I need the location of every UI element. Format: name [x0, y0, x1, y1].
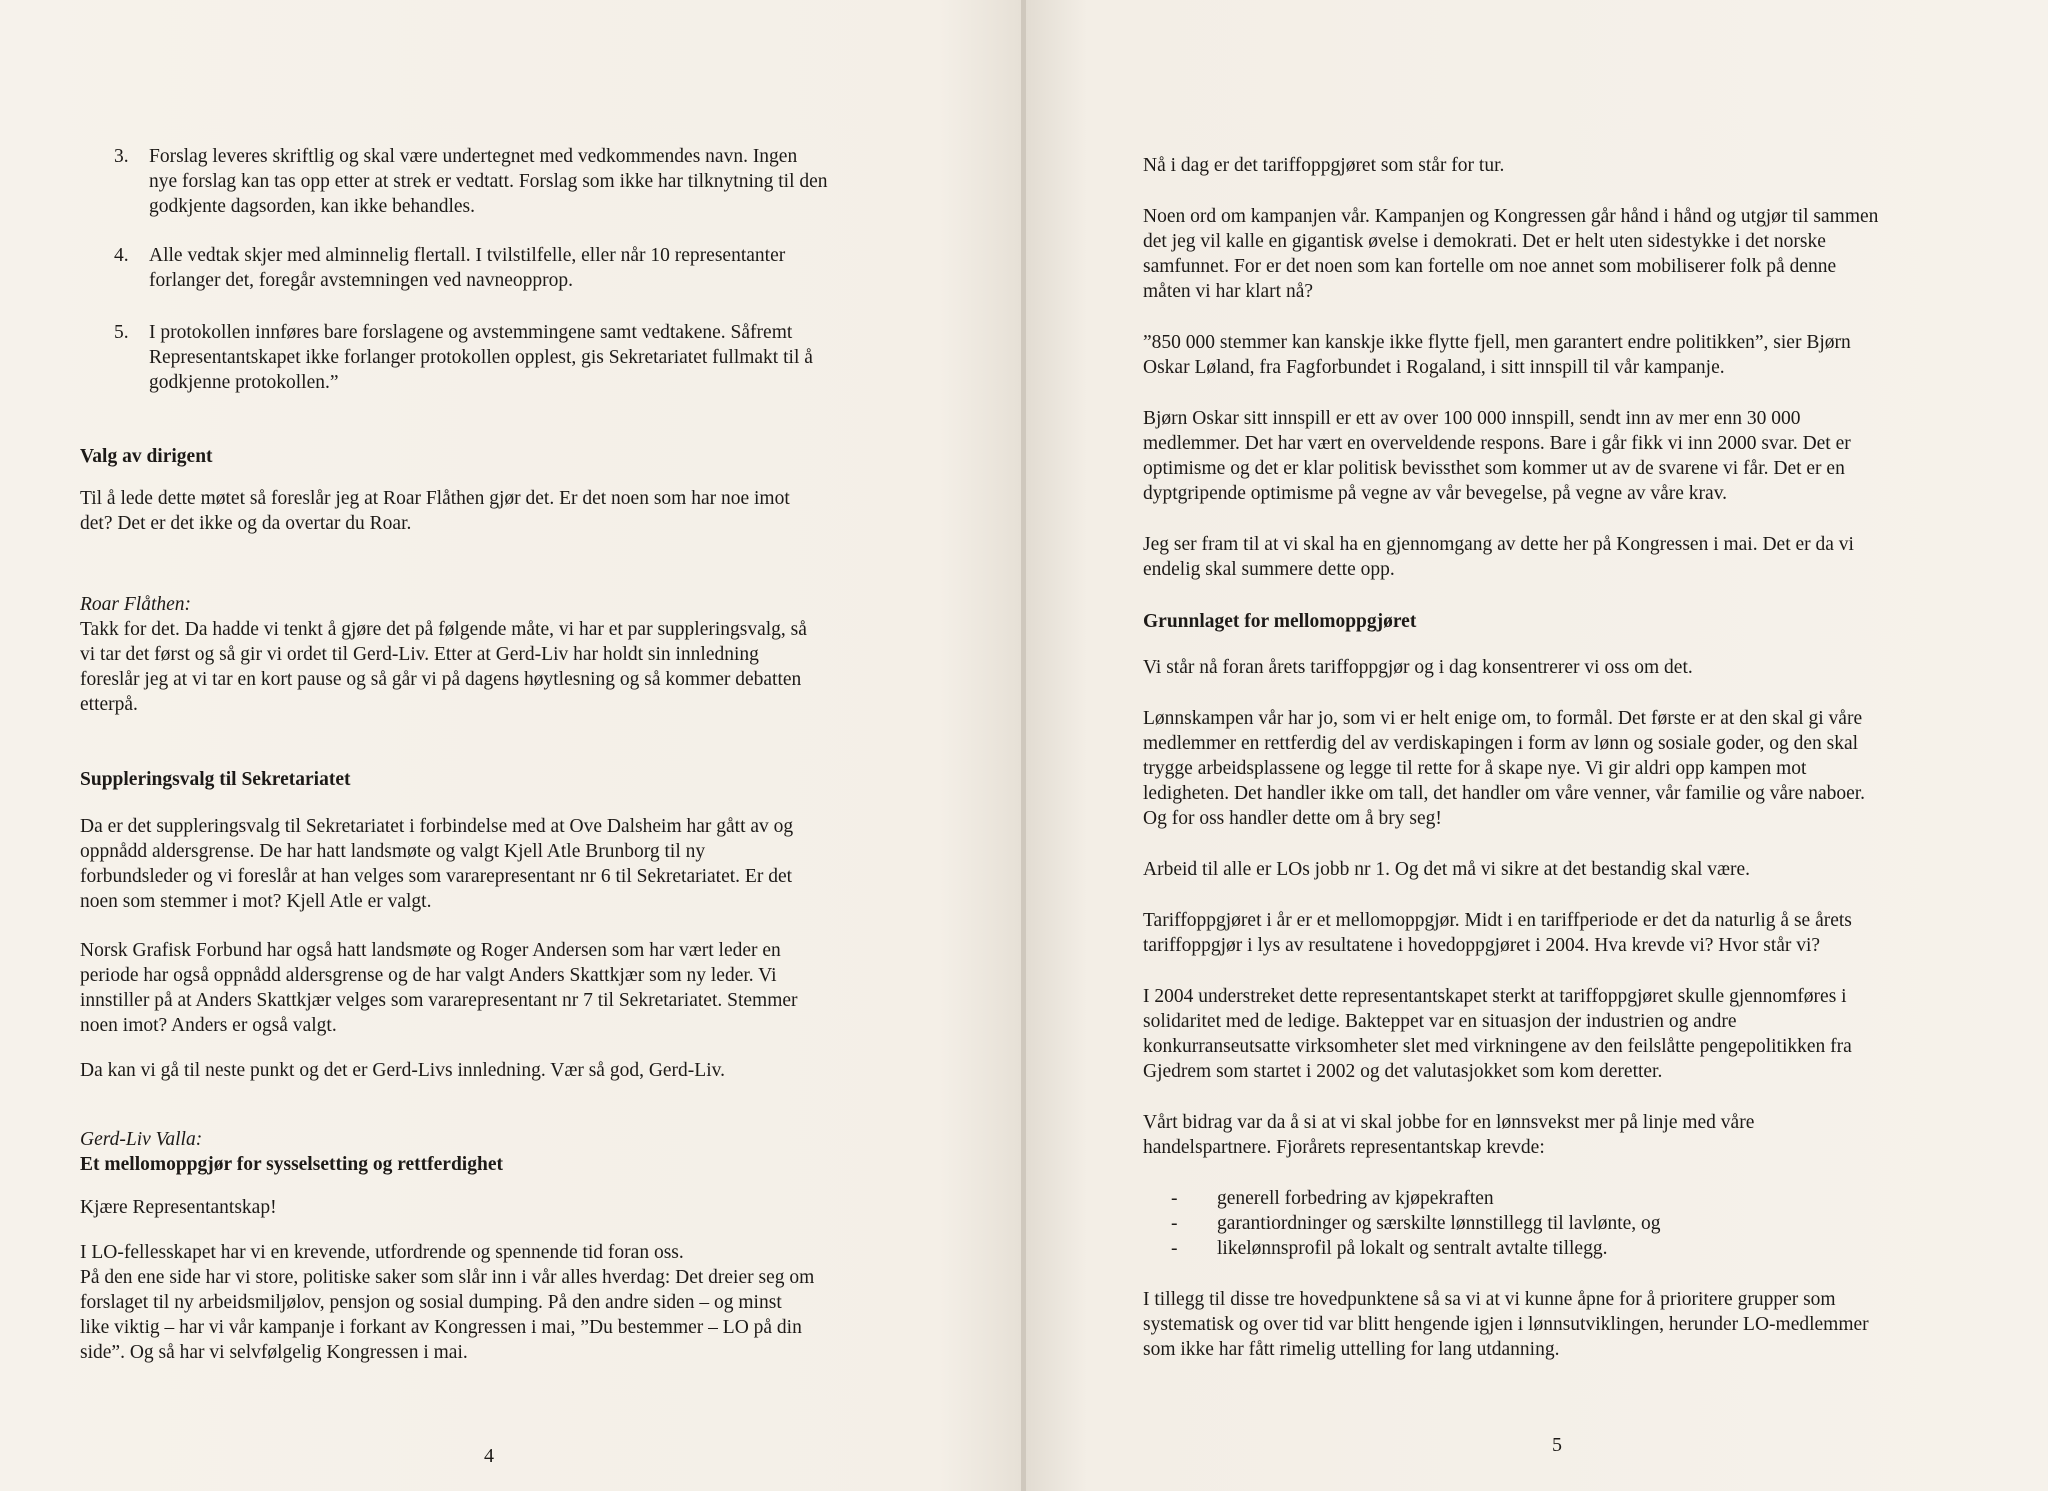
text-line: innstiller på at Anders Skattkjær velges som vararepresentant nr 7 til Sekretariatet. Stemmer	[80, 990, 798, 1011]
paragraph	[1143, 532, 2023, 582]
text-line: Oskar Løland, fra Fagforbundet i Rogaland, i sitt innspill til vår kampanje.	[1143, 357, 1725, 378]
page-number: 5	[1552, 1434, 1562, 1456]
text-line: handelspartnere. Fjorårets representantskap krevde:	[1143, 1137, 1545, 1158]
text-line: Jeg ser fram til at vi skal ha en gjennomgang av dette her på Kongressen i mai. Det er da vi	[1143, 534, 1854, 555]
text-line: I protokollen innføres bare forslagene og avstemmingene samt vedtakene. Såfremt	[149, 322, 793, 343]
text-line: Forslag leveres skriftlig og skal være undertegnet med vedkommendes navn. Ingen	[149, 146, 798, 167]
text-line: Norsk Grafisk Forbund har også hatt landsmøte og Roger Andersen som har vært leder en	[80, 940, 781, 961]
left-page-sections	[80, 444, 960, 1365]
left-page	[0, 0, 1022, 1491]
text-line: vi tar det først og så gir vi ordet til Gerd-Liv. Etter at Gerd-Liv har holdt sin innledning	[80, 644, 759, 665]
text-line: forlanger det, foregår avstemningen ved navneopprop.	[149, 270, 573, 291]
text-line: endelig skal summere dette opp.	[1143, 559, 1395, 580]
paragraph: Arbeid til alle er LOs jobb nr 1. Og det må vi sikre at det bestandig skal være.	[1143, 859, 1751, 880]
text-line: konkurranseutsatte virksomheter slet med virkningene av den feilslåtte pengepolitikken fra	[1143, 1036, 1852, 1057]
text-line: trygge arbeidsplassene og legge til rette for å skape nye. Vi gir aldri opp kampen mot	[1143, 758, 1807, 779]
paragraph: Vi står nå foran årets tariffoppgjør og i dag konsentrerer vi oss om det.	[1143, 657, 1693, 678]
list-number: 3.	[114, 146, 129, 167]
text-line: systematisk og over tid var blitt hengende igjen i lønnsutviklingen, herunder LO-medlemmer	[1143, 1314, 1869, 1335]
list-item	[1169, 1236, 2023, 1261]
text-line: måten vi har klart nå?	[1143, 281, 1314, 302]
list-number: 4.	[114, 245, 129, 266]
paragraph	[1143, 1287, 2023, 1362]
list-item-text: likelønnsprofil på lokalt og sentralt avtalte tillegg.	[1217, 1238, 1608, 1259]
paragraph-gerd	[80, 1240, 960, 1365]
text-line: periode har også oppnådd aldersgrense og de har valgt Anders Skattkjær som ny leder. Vi	[80, 965, 777, 986]
list-item	[1169, 1211, 2023, 1236]
dash-bullet: -	[1171, 1188, 1178, 1209]
text-line: oppnådd aldersgrense. De har hatt landsmøte og valgt Kjell Atle Brunborg til ny	[80, 841, 706, 862]
text-line: Gjedrem som startet i 2002 og det valutasjokket som kom deretter.	[1143, 1061, 1663, 1082]
text-line: etterpå.	[80, 694, 138, 715]
speech-title: Et mellomoppgjør for sysselsetting og rettferdighet	[80, 1154, 503, 1175]
paragraph	[1143, 204, 2023, 304]
text-line: forslaget til ny arbeidsmiljølov, pensjon og sosial dumping. På den andre siden – og minst	[80, 1292, 782, 1313]
text-line: nye forslag kan tas opp etter at strek er vedtatt. Forslag som ikke har tilknytning til den	[149, 171, 828, 192]
text-line: På den ene side har vi store, politiske saker som slår inn i vår alles hverdag: Det dreier seg om	[80, 1267, 815, 1288]
paragraph-roar	[80, 617, 960, 717]
greeting: Kjære Representantskap!	[80, 1197, 277, 1218]
text-line: medlemmer en rettferdig del av verdiskapingen i form av lønn og sosiale goder, og den skal	[1143, 733, 1859, 754]
right-page	[1026, 0, 2048, 1491]
section-heading-supplering: Suppleringsvalg til Sekretariatet	[80, 769, 351, 790]
text-line: Til å lede dette møtet så foreslår jeg at Roar Flåthen gjør det. Er det noen som har noe imot	[80, 488, 790, 509]
paragraph-supplering-3: Da kan vi gå til neste punkt og det er Gerd-Livs innledning. Vær så god, Gerd-Liv.	[80, 1060, 725, 1081]
text-line: Bjørn Oskar sitt innspill er ett av over 100 000 innspill, sendt inn av mer enn 30 000	[1143, 408, 1801, 429]
text-line: I tillegg til disse tre hovedpunktene så sa vi at vi kunne åpne for å prioritere grupper som	[1143, 1289, 1836, 1310]
paragraph-valg	[80, 486, 960, 536]
dash-bullet: -	[1171, 1213, 1178, 1234]
dash-bullet: -	[1171, 1238, 1178, 1259]
text-line: det jeg vil kalle en gigantisk øvelse i demokrati. Det er helt uten sidestykke i det norske	[1143, 231, 1826, 252]
speaker-name: Gerd-Liv Valla:	[80, 1129, 203, 1150]
text-line: som ikke har fått rimelig uttelling for lang utdanning.	[1143, 1339, 1560, 1360]
section-heading-grunnlaget: Grunnlaget for mellomoppgjøret	[1143, 611, 1417, 632]
text-line: samfunnet. For er det noen som kan fortelle om noe annet som mobiliserer folk på denne	[1143, 256, 1837, 277]
speaker-name: Roar Flåthen:	[80, 594, 192, 615]
text-line: Og for oss handler dette om å bry seg!	[1143, 808, 1442, 829]
paragraph	[1143, 706, 2023, 831]
text-line: det? Det er det ikke og da overtar du Roar.	[80, 513, 412, 534]
text-line: ledigheten. Det handler ikke om tall, det handler om våre venner, vår familie og våre naboer.	[1143, 783, 1866, 804]
text-line: ”850 000 stemmer kan kanskje ikke flytte fjell, men garantert endre politikken”, sier Bjørn	[1143, 332, 1851, 353]
text-line: noen imot? Anders er også valgt.	[80, 1015, 337, 1036]
paragraph: Nå i dag er det tariffoppgjøret som står for tur.	[1143, 155, 1505, 176]
text-line: optimisme og det er klar politisk bevissthet som kommer ut av de svarene vi får. Det er en	[1143, 458, 1845, 479]
paragraph	[1143, 908, 2023, 958]
text-line: medlemmer. Det har vært en overveldende respons. Bare i går fikk vi inn 2000 svar. Det er	[1143, 433, 1851, 454]
text-line: Takk for det. Da hadde vi tenkt å gjøre det på følgende måte, vi har et par suppleringsvalg, så	[80, 619, 807, 640]
text-line: I LO-fellesskapet har vi en krevende, utfordrende og spennende tid foran oss.	[80, 1242, 684, 1263]
text-line: godkjenne protokollen.”	[149, 372, 339, 393]
text-line: Tariffoppgjøret i år er et mellomoppgjør. Midt i en tariffperiode er det da naturlig å se årets	[1143, 910, 1852, 931]
text-line: side”. Og så har vi selvfølgelig Kongressen i mai.	[80, 1342, 468, 1363]
text-line: noen som stemmer i mot? Kjell Atle er valgt.	[80, 891, 432, 912]
text-line: like viktig – har vi vår kampanje i forkant av Kongressen i mai, ”Du bestemmer – LO på din	[80, 1317, 802, 1338]
right-page-body	[1143, 153, 2023, 1362]
paragraph	[1143, 406, 2023, 506]
section-heading-valg: Valg av dirigent	[80, 446, 213, 467]
text-line: Alle vedtak skjer med alminnelig flertall. I tvilstilfelle, eller når 10 representanter	[149, 245, 786, 266]
text-line: Lønnskampen vår har jo, som vi er helt enige om, to formål. Det første er at den skal gi våre	[1143, 708, 1863, 729]
text-line: dyptgripende optimisme på vegne av vår bevegelse, på vegne av våre krav.	[1143, 483, 1728, 504]
text-line: tariffoppgjør i lys av resultatene i hovedoppgjøret i 2004. Hva krevde vi? Hvor står vi?	[1143, 935, 1821, 956]
text-line: foreslår jeg at vi tar en kort pause og så går vi på dagens høytlesning og så kommer debatten	[80, 669, 802, 690]
paragraph-supplering-2	[80, 938, 960, 1038]
text-line: solidaritet med de ledige. Bakteppet var en situasjon der industrien og andre	[1143, 1011, 1737, 1032]
paragraph-supplering-1	[80, 814, 960, 914]
paragraph	[1143, 330, 2023, 380]
paragraph	[1143, 1110, 2023, 1160]
text-line: I 2004 understreket dette representantskapet sterkt at tariffoppgjøret skulle gjennomføres i	[1143, 986, 1847, 1007]
text-line: forbundsleder og vi foreslår at han velges som vararepresentant nr 6 til Sekretariatet. Er det	[80, 866, 793, 887]
page-number: 4	[484, 1445, 494, 1467]
list-item-text: generell forbedring av kjøpekraften	[1217, 1188, 1494, 1209]
text-line: Representantskapet ikke forlanger protokollen opplest, gis Sekretariatet fullmakt til å	[149, 347, 813, 368]
dash-list	[1169, 1186, 2023, 1261]
text-line: Vårt bidrag var da å si at vi skal jobbe for en lønnsvekst mer på linje med våre	[1143, 1112, 1755, 1133]
list-number: 5.	[114, 322, 129, 343]
text-line: Noen ord om kampanjen vår. Kampanjen og Kongressen går hånd i hånd og utgjør til sammen	[1143, 206, 1879, 227]
list-item	[1169, 1186, 2023, 1211]
text-line: Da er det suppleringsvalg til Sekretariatet i forbindelse med at Ove Dalsheim har gått av og	[80, 816, 794, 837]
paragraph	[1143, 984, 2023, 1084]
list-item-text: garantiordninger og særskilte lønnstillegg til lavlønte, og	[1217, 1213, 1661, 1234]
text-line: godkjente dagsorden, kan ikke behandles.	[149, 196, 475, 217]
